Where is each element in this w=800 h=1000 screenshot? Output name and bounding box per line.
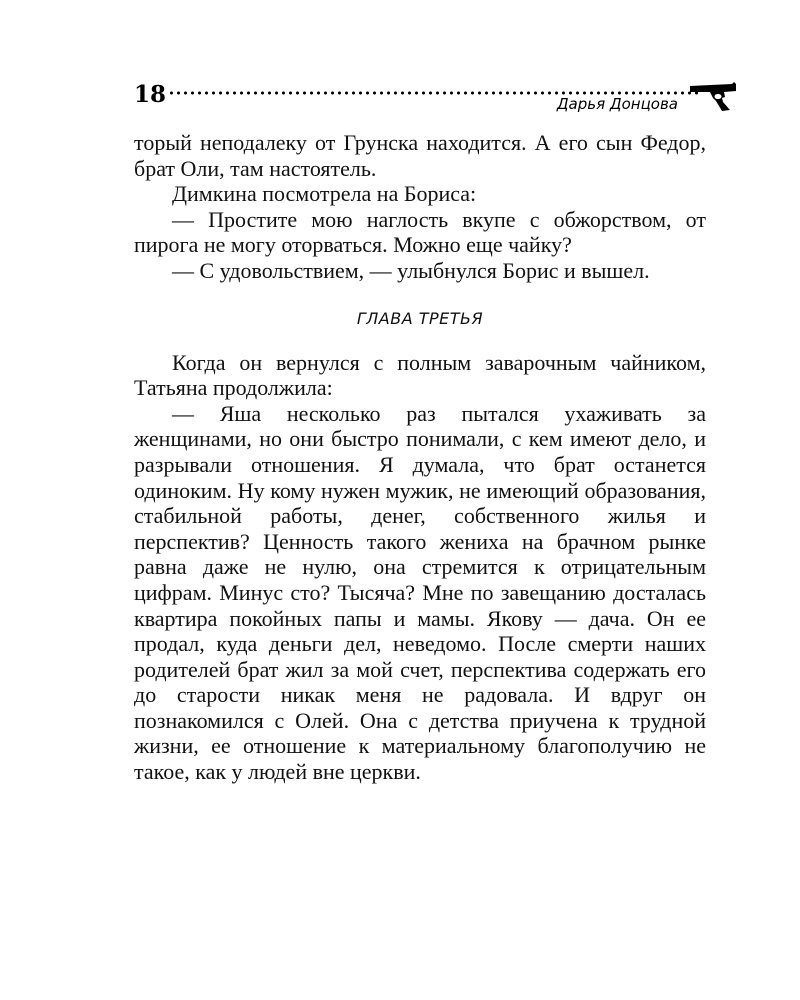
running-head-author: Дарья Донцова [556,95,678,113]
body-paragraph: Димкина посмотрела на Бориса: [172,181,477,207]
body-paragraph: — Простите мою наглость вкупе с обжорством, от пирога не могу оторваться. Можно еще чайку? [134,206,706,258]
page-number: 18 [134,81,167,108]
body-paragraph: Когда он вернулся с полным заварочным чайником, Татьяна продолжила: [134,349,706,401]
chapter-title: ГЛАВА ТРЕТЬЯ [356,308,484,328]
body-paragraph: торый неподалеку от Грунска находится. А его сын Федор, брат Оли, там настоятель. [134,130,706,181]
page-body [134,130,706,785]
body-paragraph: — С удовольствием, — улыбнулся Борис и вышел. [172,257,650,283]
body-paragraph: — Яша несколько раз пытался ухаживать за женщинами, но они быстро понимали, с кем имеют дело, и разрывали отношения. Я думала, что брат останется одиноким. Ну кому нужен мужик, не имеющий образования, стабильной работы, денег, собственного жилья и перспектив? Ценность такого жениха на брачном рынке равна даже не нулю, она стремится к отрицательным цифрам. Минус сто? Тысяча? Мне по завещанию досталась квартира покойных папы и мамы. Якову — дача. Он ее продал, куда деньги дел, неведомо. После смерти наших родителей брат жил за мой счет, перспектива содержать его до старости никак меня не радовала. И вдруг он познакомился с Олей. Она с детства приучена к трудной жизни, ее отношение к материальному благополучию не такое, как у людей вне церкви. [134,400,706,785]
pistol-icon [688,80,740,112]
page-header [134,80,740,120]
